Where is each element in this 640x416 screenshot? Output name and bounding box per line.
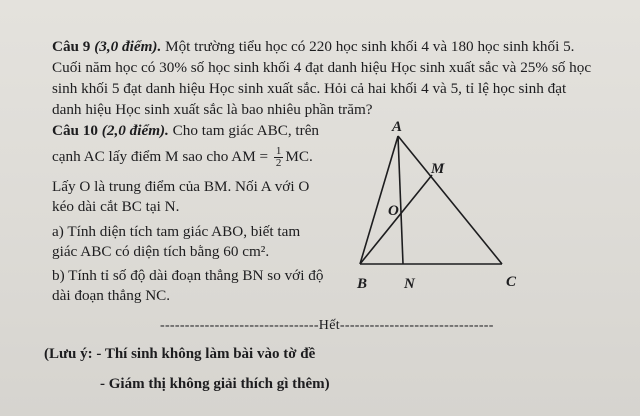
- question-10-label: Câu 10: [52, 122, 98, 139]
- question-10-line-7: b) Tính tỉ số độ dài đoạn thẳng BN so với độ: [52, 267, 324, 284]
- question-9-points: (3,0 điểm).: [94, 38, 162, 55]
- segment-an: [398, 136, 403, 264]
- label-point-n: N: [404, 276, 415, 292]
- label-vertex-c: C: [506, 274, 517, 290]
- question-10-text-2-end: MC.: [285, 147, 313, 165]
- label-point-m: M: [431, 161, 445, 177]
- segment-ab: [360, 136, 398, 264]
- question-10-points: (2,0 điểm).: [101, 122, 169, 139]
- question-9-text-3: sinh khối 5 đạt danh hiệu Học sinh xuất sắc. Hỏi cả hai khối 4 và 5, tỉ lệ học sinh đạt: [52, 80, 567, 97]
- question-9-text-1: Một trường tiểu học có 220 học sinh khối 4 và 180 học sinh khối 5.: [165, 38, 575, 55]
- question-10-line-4: kéo dài cắt BC tại N.: [52, 198, 180, 215]
- question-10-line-1: [52, 121, 319, 141]
- question-10-line-5: a) Tính diện tích tam giác ABO, biết tam: [52, 223, 301, 240]
- note-line-1: (Lưu ý: - Thí sinh không làm bài vào tờ đề: [44, 346, 316, 362]
- label-point-o: O: [388, 203, 399, 219]
- question-9-text-2: Cuối năm học có 30% số học sinh khối 4 đạt danh hiệu Học sinh xuất sắc và 25% số học: [52, 59, 592, 76]
- question-10-line-2: [52, 146, 313, 169]
- question-10-line-6: giác ABC có diện tích bằng 60 cm².: [52, 243, 270, 260]
- label-vertex-b: B: [357, 276, 368, 292]
- segment-ac: [398, 136, 502, 264]
- triangle-figure: [340, 112, 540, 292]
- question-10-line-3: Lấy O là trung điểm của BM. Nối A với O: [52, 178, 310, 195]
- fraction-denominator: 2: [275, 157, 282, 169]
- question-9-line-1: [52, 36, 620, 57]
- segment-bm: [360, 175, 432, 264]
- note-line-2: - Giám thị không giải thích gì thêm): [100, 376, 330, 392]
- end-of-exam-divider: --------------------------------Hết-------------------------------: [160, 318, 494, 333]
- question-9-label: Câu 9: [52, 38, 91, 55]
- question-10-text-2: cạnh AC lấy điểm M sao cho AM =: [52, 147, 269, 165]
- label-vertex-a: A: [392, 119, 403, 135]
- question-10-line-8: dài đoạn thẳng NC.: [52, 287, 171, 304]
- fraction-one-half: [274, 146, 284, 169]
- fraction-numerator: 1: [275, 145, 282, 157]
- question-9-text-4: danh hiệu Học sinh xuất sắc là bao nhiêu phần trăm?: [52, 101, 373, 118]
- question-9: [52, 36, 620, 120]
- question-10-text-1: Cho tam giác ABC, trên: [172, 122, 320, 139]
